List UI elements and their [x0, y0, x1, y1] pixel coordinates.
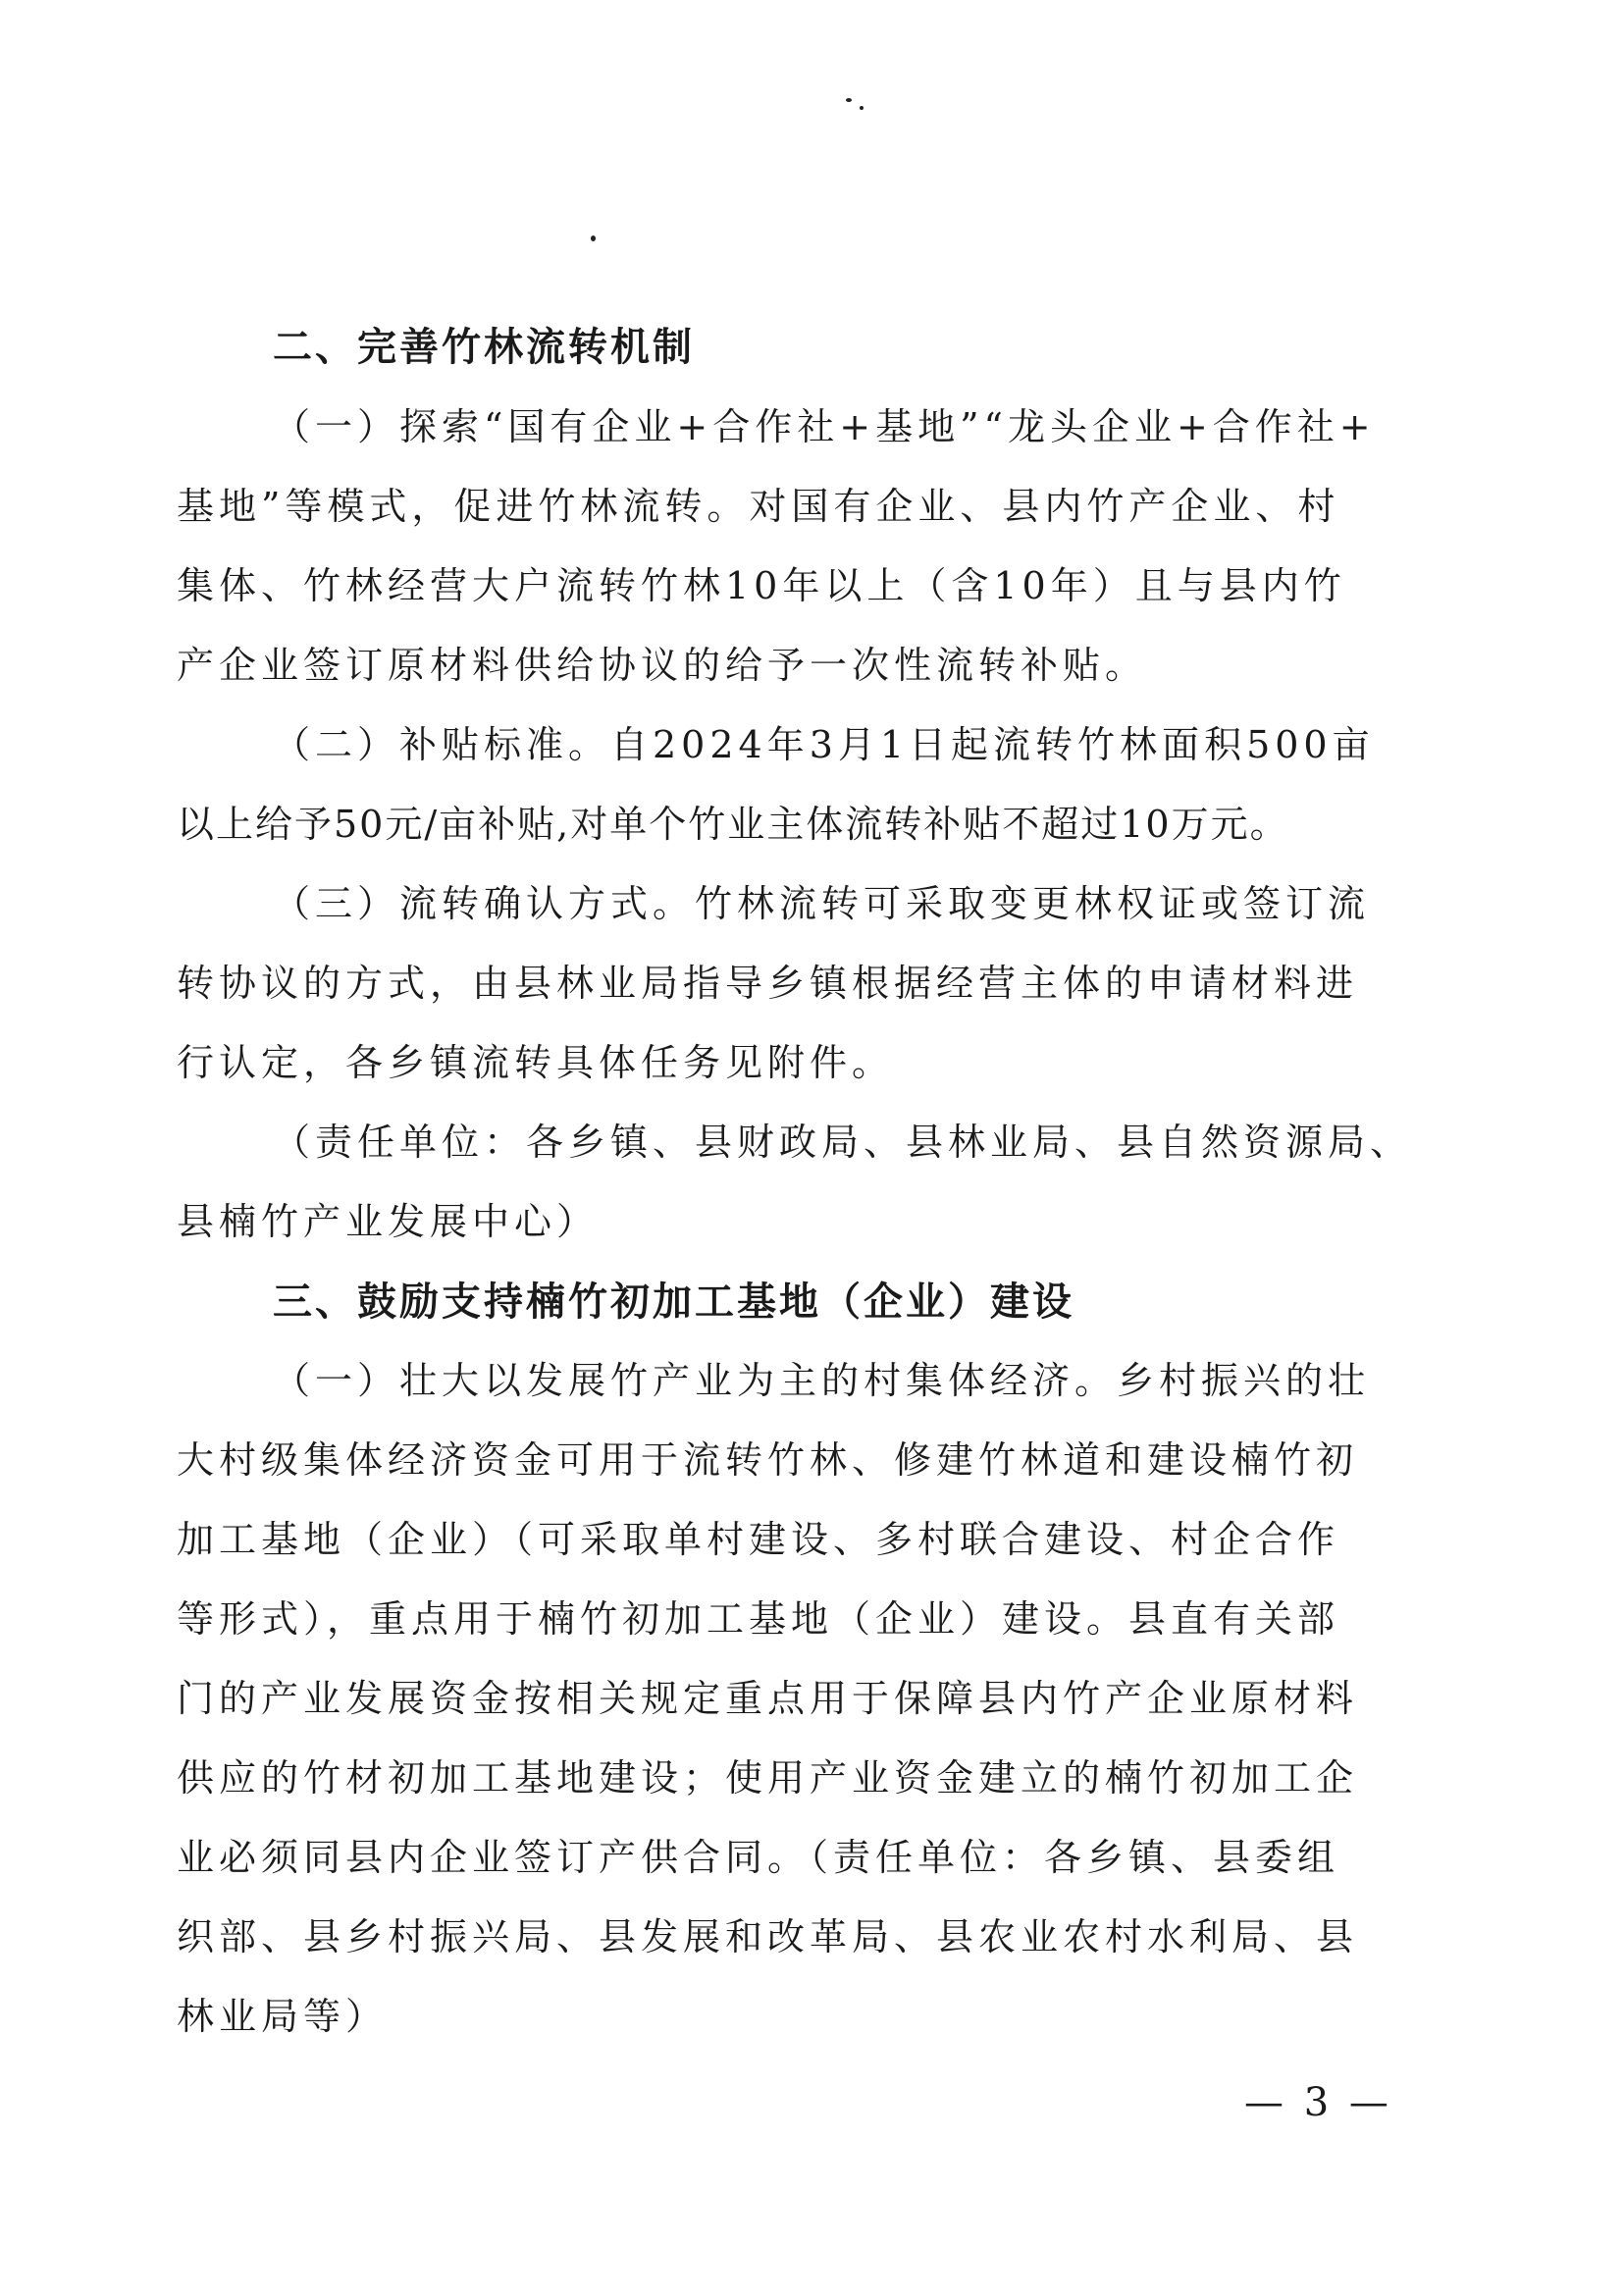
section-heading-3: 三、鼓励支持楠竹初加工基地（企业）建设	[273, 1279, 1074, 1325]
text-line: 等形式），重点用于楠竹初加工基地（企业）建设。县直有关部	[177, 1597, 1340, 1641]
responsibility-line: 县楠竹产业发展中心）	[177, 1200, 600, 1243]
text-line: （三）流转确认方式。竹林流转可采取变更林权证或签订流	[273, 882, 1371, 925]
text-line: 基地”等模式，促进竹林流转。对国有企业、县内竹产企业、村	[177, 485, 1340, 528]
text-line: 以上给予50元/亩补贴,对单个竹业主体流转补贴不超过10万元。	[177, 803, 1289, 846]
scan-speck	[860, 106, 864, 110]
text-line: 加工基地（企业）（可采取单村建设、多村联合建设、村企合作	[177, 1518, 1340, 1561]
text-line: 业必须同县内企业签订产供合同。（责任单位：各乡镇、县委组	[177, 1836, 1340, 1879]
text-line: （二）补贴标准。自2024年3月1日起流转竹林面积500亩	[273, 723, 1375, 766]
text-line: 大村级集体经济资金可用于流转竹林、修建竹林道和建设楠竹初	[177, 1438, 1359, 1482]
text-line: 转协议的方式，由县林业局指导乡镇根据经营主体的申请材料进	[177, 962, 1359, 1005]
text-line: （一）探索“国有企业+合作社+基地”“龙头企业+合作社+	[273, 405, 1376, 448]
text-line: （一）壮大以发展竹产业为主的村集体经济。乡村振兴的壮	[273, 1359, 1371, 1402]
text-line: 林业局等）	[177, 1995, 389, 2038]
text-line: 织部、县乡村振兴局、县发展和改革局、县农业农村水利局、县	[177, 1915, 1359, 1958]
page-number: — 3 —	[1244, 2080, 1392, 2125]
text-line: 门的产业发展资金按相关规定重点用于保障县内竹产企业原材料	[177, 1677, 1359, 1720]
text-line: 集体、竹林经营大户流转竹林10年以上（含10年）且与县内竹	[177, 564, 1346, 607]
text-line: 产企业签订原材料供给协议的给予一次性流转补贴。	[177, 644, 1148, 687]
text-line: 行认定，各乡镇流转具体任务见附件。	[177, 1041, 895, 1084]
responsibility-line: （责任单位：各乡镇、县财政局、县林业局、县自然资源局、	[273, 1121, 1413, 1164]
text-line: 供应的竹材初加工基地建设；使用产业资金建立的楠竹初加工企	[177, 1756, 1359, 1800]
scan-speck	[591, 235, 596, 241]
section-heading-2: 二、完善竹林流转机制	[273, 325, 695, 370]
scan-speck	[846, 98, 852, 102]
